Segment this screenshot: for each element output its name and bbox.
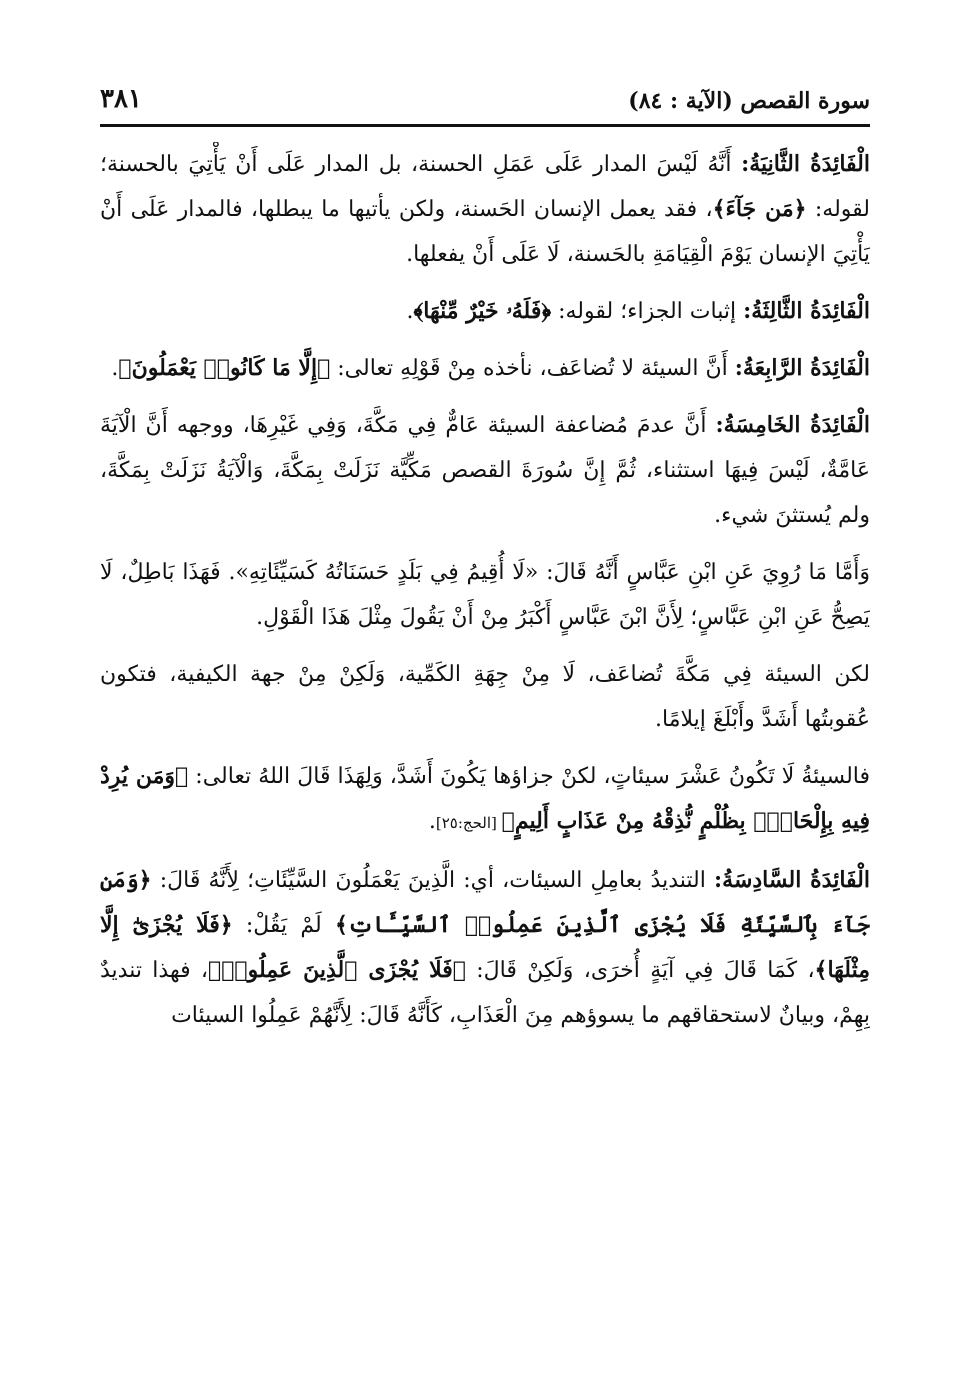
page-body	[100, 142, 870, 1352]
paragraph	[100, 289, 870, 334]
body-text: فالسيئةُ لَا تَكُونُ عَشْرَ سيئاتٍ، لكنْ جزاؤها يَكُونَ أَشَدَّ، وَلِهَذَا قَالَ اللهُ تعالى:	[188, 764, 870, 789]
header-rule	[100, 124, 870, 127]
body-text: ، كَمَا قَالَ فِي آيَةٍ أُخرَى، وَلَكِنْ قَالَ:	[465, 958, 815, 983]
body-text: أَنَّ السيئة لا تُضاعَف، نأخذه مِنْ قَوْلِهِ تعالى:	[330, 356, 735, 381]
quran-verse: ﴿فَلَا يُجْزَىٰٓ إِلَّا مِثْلَهَا﴾	[100, 912, 870, 983]
body-text: لكن السيئة فِي مَكَّةَ تُضاعَف، لَا مِنْ جِهَةِ الكَمِّية، وَلَكِنْ مِنْ جهة الكيفية، فتكون عُقوبتُها أَشَدَّ وأَبْلَغَ إيلامًا.	[100, 662, 870, 732]
paragraph	[100, 346, 870, 391]
page-number: ٣٨١	[100, 84, 142, 114]
body-text: .	[406, 299, 414, 324]
body-text: .	[111, 356, 119, 381]
body-text: إثبات الجزاء؛ لقوله:	[551, 299, 744, 324]
quran-verse: ﴿فَلَا يُجْزَى ٱلَّذِينَ عَمِلُوا۟﴾	[208, 957, 466, 983]
paragraph-heading: الْفَائِدَةُ الثَّانِيَةُ:	[741, 151, 870, 177]
paragraph-heading: الْفَائِدَةُ الرَّابِعَةُ:	[734, 355, 870, 381]
paragraph	[100, 550, 870, 640]
body-text: أَنَّ عدمَ مُضاعفة السيئة عَامٌّ فِي مَكَّةَ، وَفِي غَيْرِهَا، ووجهه أَنَّ الْآيَةَ عَامَّةٌ، لَيْسَ فِيهَا استثناء، ثُمَّ إِنَّ سُورَةَ القصص مَكِّيَّة نَزَلَتْ بِمَكَّةَ، وَالْآيَةُ نَزَلَتْ بِمَكَّةَ، ولم يُستثنَ شيء.	[100, 413, 870, 528]
body-text: أَنَّهُ لَيْسَ المدار عَلَى عَمَلِ الحسنة، بل المدار عَلَى أَنْ يَأْتِيَ بالحسنة؛ لقوله:	[100, 152, 870, 222]
body-text: لَمْ يَقُلْ:	[232, 913, 335, 938]
body-text: .	[428, 809, 436, 834]
body-text: ، فهذا تنديدٌ بِهِمْ، وبيانٌ لاستحقاقهم ما يسوؤهم مِنَ الْعَذَابِ، كَأَنَّهُ قَالَ: لِأَنَّهُمْ عَمِلُوا السيئات	[100, 958, 870, 1028]
verse-reference: [الحج:٢٥]	[435, 814, 502, 832]
paragraph-heading: الْفَائِدَةُ الخَامِسَةُ:	[715, 412, 870, 438]
paragraph	[100, 142, 870, 277]
body-text: ، فقد يعمل الإنسان الحَسنة، ولكن يأتيها ما يبطلها، فالمدار عَلَى أَنْ يَأْتِيَ الإنسان يَوْمَ الْقِيَامَةِ بالحَسنة، لَا عَلَى أَنْ يفعلها.	[100, 197, 870, 267]
paragraph	[100, 754, 870, 846]
paragraph-heading: الْفَائِدَةُ الثَّالِثَةُ:	[743, 298, 870, 324]
quran-verse: ﴿وَمَن يُرِدْ فِيهِ بِإِلْحَادٍۭ بِظُلْمٍ نُّذِقْهُ مِنْ عَذَابٍ أَلِيمٍ﴾	[100, 763, 870, 834]
quran-verse: ﴿إِلَّا مَا كَانُوا۟ يَعْمَلُونَ﴾	[118, 355, 331, 381]
paragraph	[100, 652, 870, 742]
quran-verse: ﴿مَن جَآءَ﴾	[712, 196, 807, 222]
body-text: وَأَمَّا مَا رُوِيَ عَنِ ابْنِ عَبَّاسٍ أَنَّهُ قَالَ: «لَا أُقِيمُ فِي بَلَدٍ حَسَنَاتُهُ كَسَيِّئَاتِهِ». فَهَذَا بَاطِلٌ، لَا يَصِحُّ عَنِ ابْنِ عَبَّاسٍ؛ لِأَنَّ ابْنَ عَبَّاسٍ أَكْبَرُ مِنْ أَنْ يَقُولَ مِثْلَ هَذَا الْقَوْلِ.	[100, 560, 870, 630]
paragraph-heading: الْفَائِدَةُ السَّادِسَةُ:	[714, 867, 870, 893]
body-text: التنديدُ بعامِلِ السيئات، أي: الَّذِينَ يَعْمَلُونَ السَّيِّئَاتِ؛ لِأَنَّهُ قَالَ:	[151, 868, 715, 893]
page-header	[100, 82, 870, 122]
paragraph	[100, 858, 870, 1038]
paragraph	[100, 403, 870, 538]
surah-title: سورة القصص (الآية : ٨٤)	[628, 88, 870, 114]
quran-verse: ﴿وَمَن جَآءَ بِٱلسَّيِّئَةِ فَلَا يُجْزَى ٱلَّذِينَ عَمِلُوا۟ ٱلسَّيِّـَٔاتِ﴾	[100, 867, 870, 938]
quran-verse: ﴿فَلَهُۥ خَيْرٌ مِّنْهَا﴾	[413, 298, 552, 324]
